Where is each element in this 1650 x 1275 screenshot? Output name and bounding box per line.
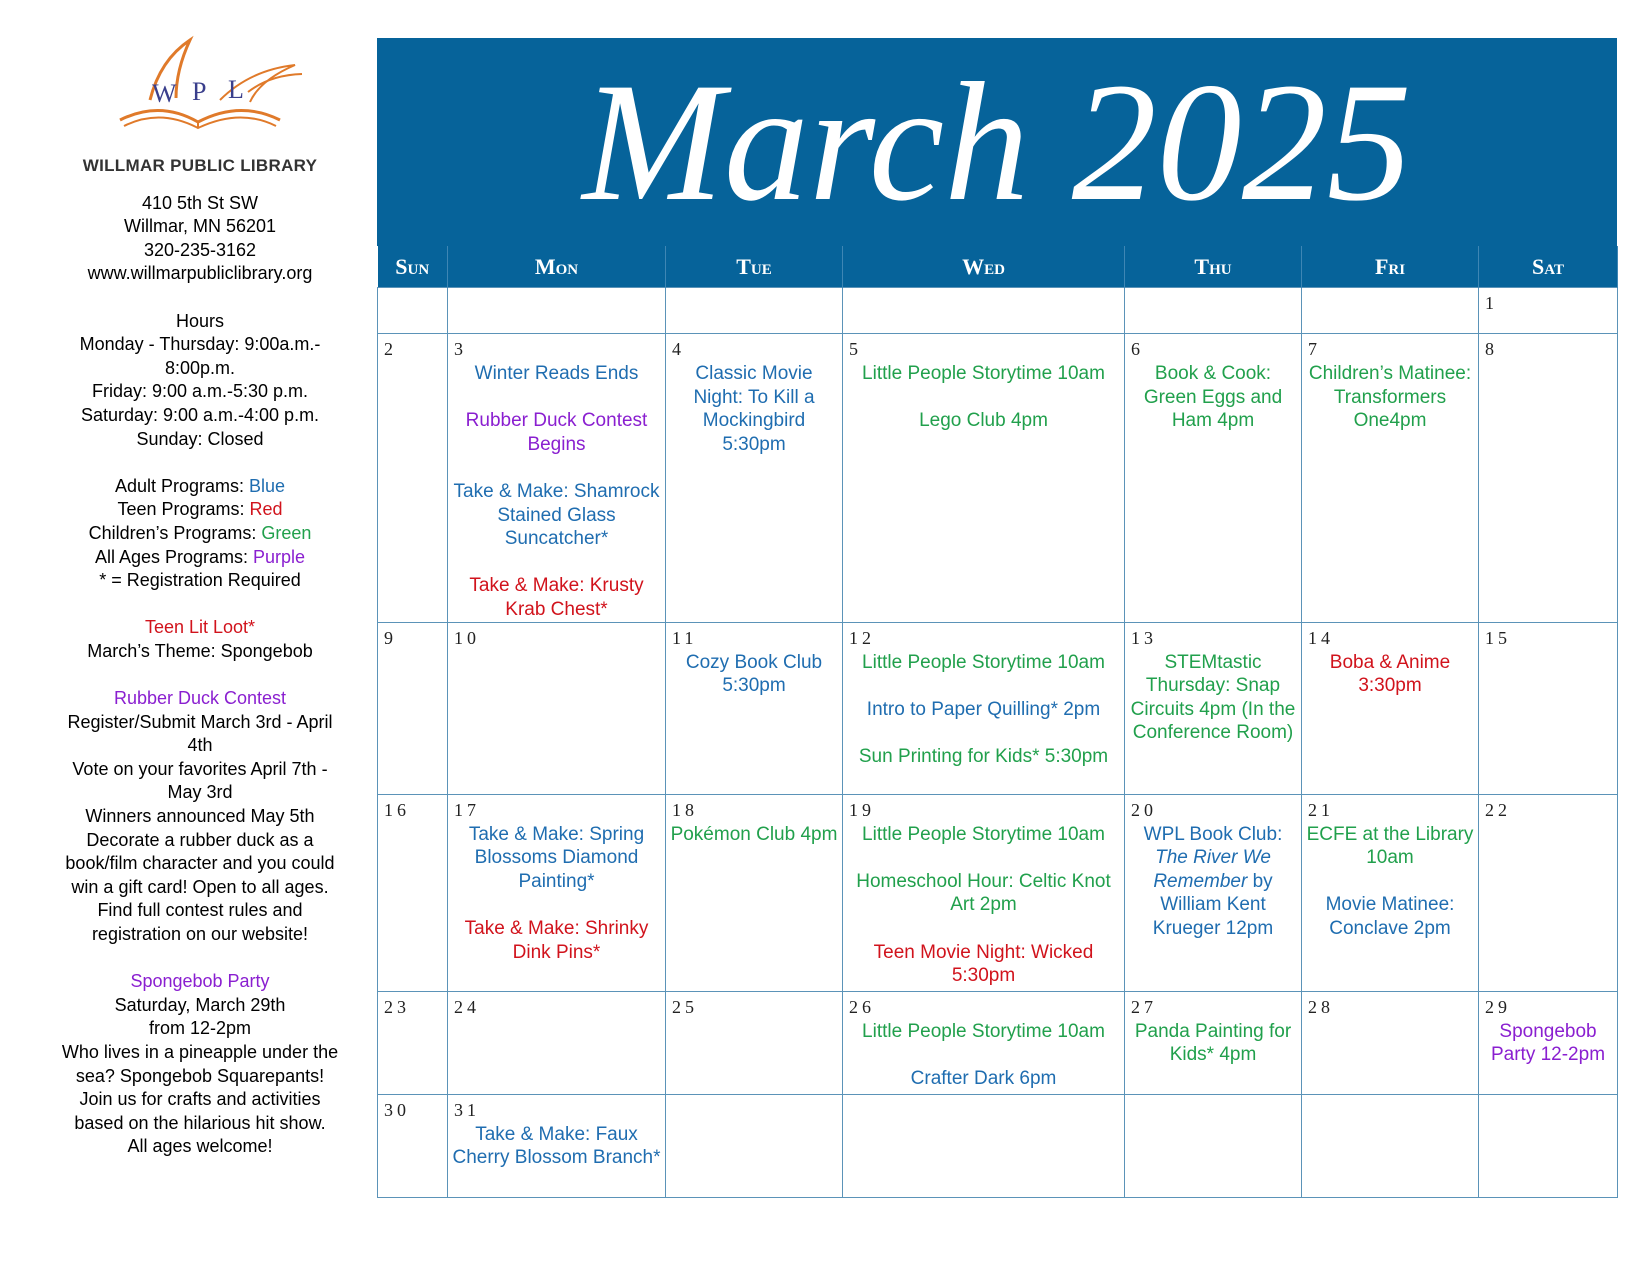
day-cell-23 [378, 991, 448, 1094]
day-events [843, 334, 1124, 433]
empty-day-cell [448, 288, 666, 334]
day-number: 16 [384, 799, 410, 820]
event-item[interactable]: Take & Make: Faux Cherry Blossom Branch* [452, 1123, 661, 1169]
week-row [378, 288, 1618, 334]
day-cell-5 [843, 334, 1125, 623]
spongebob-party-details [40, 994, 360, 1159]
day-events [448, 334, 665, 622]
empty-day-cell [666, 288, 843, 334]
open-book-logo-icon [80, 30, 320, 140]
day-cell-15 [1479, 622, 1618, 794]
day-cell-8 [1479, 334, 1618, 623]
legend-all-ages [40, 546, 360, 570]
event-item[interactable] [1129, 823, 1297, 941]
legend-value: Red [249, 499, 283, 520]
hours-line: Friday: 9:00 a.m.-5:30 p.m. [91, 381, 309, 402]
empty-day-cell [1125, 288, 1302, 334]
party-line: Join us for crafts and activities [79, 1089, 321, 1110]
day-number: 27 [1131, 996, 1157, 1017]
day-events [448, 795, 665, 965]
duck-line: Register/Submit March 3rd - April [67, 711, 333, 732]
day-number: 26 [849, 996, 875, 1017]
day-cell-11 [666, 622, 843, 794]
empty-day-cell [843, 288, 1125, 334]
empty-day-cell [1125, 1094, 1302, 1197]
legend-value: Blue [249, 475, 286, 496]
legend-teen [40, 498, 360, 522]
day-cell-22 [1479, 794, 1618, 991]
event-item[interactable]: Pokémon Club 4pm [670, 823, 838, 845]
day-number: 21 [1308, 799, 1334, 820]
day-number: 28 [1308, 996, 1334, 1017]
duck-line: Decorate a rubber duck as a [86, 829, 314, 850]
event-item[interactable]: Little People Storytime 10am [862, 1020, 1105, 1042]
month-banner [377, 38, 1617, 246]
calendar-body [378, 288, 1618, 1198]
day-cell-6 [1125, 334, 1302, 623]
day-cell-12 [843, 622, 1125, 794]
duck-line: 4th [187, 735, 213, 756]
day-number: 10 [454, 627, 480, 648]
day-cell-7 [1302, 334, 1479, 623]
day-cell-3 [448, 334, 666, 623]
event-text: by William Kent Krueger 12pm [1152, 870, 1274, 939]
empty-day-cell [666, 1094, 843, 1197]
day-number: 22 [1485, 799, 1511, 820]
week-row [378, 1094, 1618, 1197]
event-item[interactable]: Boba & Anime 3:30pm [1329, 651, 1451, 697]
legend-label: Teen Programs: [117, 499, 250, 520]
day-events [448, 1095, 665, 1170]
teen-lit-loot-theme: March’s Theme: Spongebob [87, 640, 313, 661]
legend-label: All Ages Programs: [94, 546, 254, 567]
day-cell-29 [1479, 991, 1618, 1094]
party-line: Saturday, March 29th [114, 994, 286, 1015]
day-cell-13 [1125, 622, 1302, 794]
weekday-header-wed: Wed [843, 246, 1125, 288]
day-cell-9 [378, 622, 448, 794]
duck-line: May 3rd [167, 782, 233, 803]
day-events [843, 992, 1124, 1091]
day-number: 9 [384, 627, 397, 648]
address-line: 410 5th St SW [141, 192, 259, 213]
logo-letter: P [192, 77, 207, 106]
day-events [1302, 334, 1478, 433]
duck-line: registration on our website! [91, 924, 309, 944]
empty-day-cell [1302, 288, 1479, 334]
event-item[interactable]: Lego Club 4pm [919, 410, 1048, 432]
day-number: 8 [1485, 339, 1498, 359]
duck-line: win a gift card! Open to all ages. [71, 876, 329, 897]
day-number: 18 [672, 799, 698, 820]
day-number: 15 [1485, 627, 1511, 648]
day-number: 30 [384, 1099, 410, 1120]
registration-note: * = Registration Required [99, 570, 301, 591]
day-cell-28 [1302, 991, 1479, 1094]
legend-value: Green [261, 522, 312, 543]
day-cell-25 [666, 991, 843, 1094]
day-events [666, 334, 842, 456]
event-item[interactable]: Homeschool Hour: Celtic Knot Art 2pm [856, 870, 1111, 916]
day-number: 23 [384, 996, 410, 1017]
day-cell-2 [378, 334, 448, 623]
day-number: 24 [454, 996, 480, 1017]
day-cell-17 [448, 794, 666, 991]
event-item[interactable]: Little People Storytime 10am [862, 363, 1105, 384]
event-item[interactable]: Take & Make: Krusty Krab Chest* [469, 575, 644, 620]
hours-line: Saturday: 9:00 a.m.-4:00 p.m. [80, 404, 320, 425]
day-cell-27 [1125, 991, 1302, 1094]
party-line: Who lives in a pineapple under the [61, 1041, 339, 1062]
day-number: 7 [1308, 339, 1321, 359]
address-line: Willmar, MN 56201 [123, 216, 277, 237]
legend-value: Purple [253, 546, 306, 567]
day-number: 25 [672, 996, 698, 1017]
event-item[interactable]: ECFE at the Library 10am [1306, 823, 1474, 869]
party-line: from 12-2pm [148, 1018, 252, 1039]
duck-contest-details [40, 711, 360, 947]
legend-label: Children’s Programs: [88, 522, 262, 543]
day-number: 13 [1131, 627, 1157, 648]
duck-line: Winners announced May 5th [85, 806, 315, 827]
duck-contest-title: Rubber Duck Contest [113, 688, 287, 709]
day-number: 2 [384, 339, 397, 359]
day-number: 3 [454, 339, 467, 359]
spongebob-party-title: Spongebob Party [130, 971, 270, 992]
event-item[interactable]: STEMtastic Thursday: Snap Circuits 4pm (In the Conference Room) [1130, 651, 1296, 744]
day-cell-10 [448, 622, 666, 794]
day-events [843, 623, 1124, 769]
day-number: 31 [454, 1099, 480, 1120]
day-cell-26 [843, 991, 1125, 1094]
event-item[interactable]: Crafter Dark 6pm [910, 1067, 1057, 1089]
legend-children [40, 522, 360, 546]
empty-day-cell [378, 288, 448, 334]
phone-number: 320-235-3162 [143, 239, 257, 260]
event-item[interactable]: Little People Storytime 10am [862, 651, 1105, 673]
legend-adult [40, 475, 360, 499]
event-item[interactable]: Winter Reads Ends [474, 363, 639, 384]
event-text: WPL Book Club: [1143, 823, 1283, 845]
weekday-header-sat: Sat [1479, 246, 1618, 288]
week-row [378, 991, 1618, 1094]
day-number: 12 [849, 627, 875, 648]
event-item[interactable]: Take & Make: Shrinky Dink Pins* [464, 917, 649, 963]
event-item[interactable]: Book & Cook: Green Eggs and Ham 4pm [1143, 363, 1283, 432]
duck-line: Find full contest rules and [97, 900, 303, 921]
day-cell-30 [378, 1094, 448, 1197]
weekday-header-mon: Mon [448, 246, 666, 288]
duck-line: book/film character and you could [65, 853, 335, 874]
event-item[interactable]: Movie Matinee: Conclave 2pm [1325, 894, 1455, 939]
event-item[interactable]: Spongebob Party 12-2pm [1490, 1020, 1606, 1066]
library-logo [40, 30, 360, 160]
teen-lit-loot-title: Teen Lit Loot* [144, 617, 256, 638]
calendar-grid [377, 246, 1618, 1198]
empty-day-cell [1479, 1094, 1618, 1197]
event-item[interactable]: Intro to Paper Quilling* 2pm [866, 698, 1101, 720]
library-name: WILLMAR PUBLIC LIBRARY [82, 156, 318, 175]
day-number: 5 [849, 339, 862, 359]
day-cell-21 [1302, 794, 1479, 991]
event-item[interactable]: Take & Make: Shamrock Stained Glass Suncatcher* [453, 480, 660, 550]
logo-letter: W [152, 79, 177, 108]
hours-title: Hours [175, 310, 224, 331]
day-cell-31 [448, 1094, 666, 1197]
event-item[interactable]: Little People Storytime 10am [862, 823, 1105, 845]
weekday-header-sun: Sun [378, 246, 448, 288]
event-item[interactable]: Cozy Book Club 5:30pm [685, 651, 823, 697]
month-title: March 2025 [582, 48, 1412, 236]
day-events [843, 795, 1124, 988]
day-number: 19 [849, 799, 875, 820]
day-number: 6 [1131, 339, 1144, 359]
party-line: based on the hilarious hit show. [74, 1112, 326, 1133]
event-item[interactable]: Panda Painting for Kids* 4pm [1134, 1020, 1292, 1066]
book-title: The River We Remember [1153, 847, 1271, 892]
weekday-header-thu: Thu [1125, 246, 1302, 288]
duck-line: Vote on your favorites April 7th - [72, 758, 328, 779]
day-cell-16 [378, 794, 448, 991]
event-item[interactable]: Take & Make: Spring Blossoms Diamond Painting* [468, 823, 645, 892]
day-number: 14 [1308, 627, 1334, 648]
hours-line: Sunday: Closed [136, 428, 264, 449]
weekday-header-tue: Tue [666, 246, 843, 288]
day-cell-4 [666, 334, 843, 623]
day-cell-14 [1302, 622, 1479, 794]
day-number: 1 [1485, 293, 1498, 313]
day-cell-18 [666, 794, 843, 991]
week-row [378, 334, 1618, 623]
week-row [378, 794, 1618, 991]
logo-letter: L [228, 75, 244, 104]
day-number: 29 [1485, 996, 1511, 1017]
website-link[interactable]: www.willmarpubliclibrary.org [87, 263, 313, 284]
day-cell-19 [843, 794, 1125, 991]
legend-label: Adult Programs: [114, 475, 250, 496]
weekday-header-row [378, 246, 1618, 288]
party-line: All ages welcome! [127, 1136, 273, 1157]
week-row [378, 622, 1618, 794]
weekday-header-fri: Fri [1302, 246, 1479, 288]
day-events [1125, 334, 1301, 433]
day-cell-20 [1125, 794, 1302, 991]
event-item[interactable]: Sun Printing for Kids* 5:30pm [858, 745, 1109, 767]
day-number: 17 [454, 799, 480, 820]
event-item[interactable]: Classic Movie Night: To Kill a Mockingbird 5:30pm [693, 363, 815, 455]
empty-day-cell [843, 1094, 1125, 1197]
empty-day-cell [1302, 1094, 1479, 1197]
library-info-sidebar [40, 30, 360, 1159]
day-number: 11 [672, 627, 698, 648]
day-number: 20 [1131, 799, 1157, 820]
day-cell-1 [1479, 288, 1618, 334]
hours-line: 8:00p.m. [164, 357, 236, 378]
event-item[interactable]: Teen Movie Night: Wicked 5:30pm [873, 941, 1094, 987]
hours-line: Monday - Thursday: 9:00a.m.- [79, 334, 321, 355]
day-number: 4 [672, 339, 685, 359]
day-cell-24 [448, 991, 666, 1094]
event-item[interactable]: Rubber Duck Contest Begins [465, 410, 648, 455]
event-item[interactable]: Children’s Matinee: Transformers One4pm [1308, 363, 1472, 432]
party-line: sea? Spongebob Squarepants! [75, 1065, 325, 1086]
